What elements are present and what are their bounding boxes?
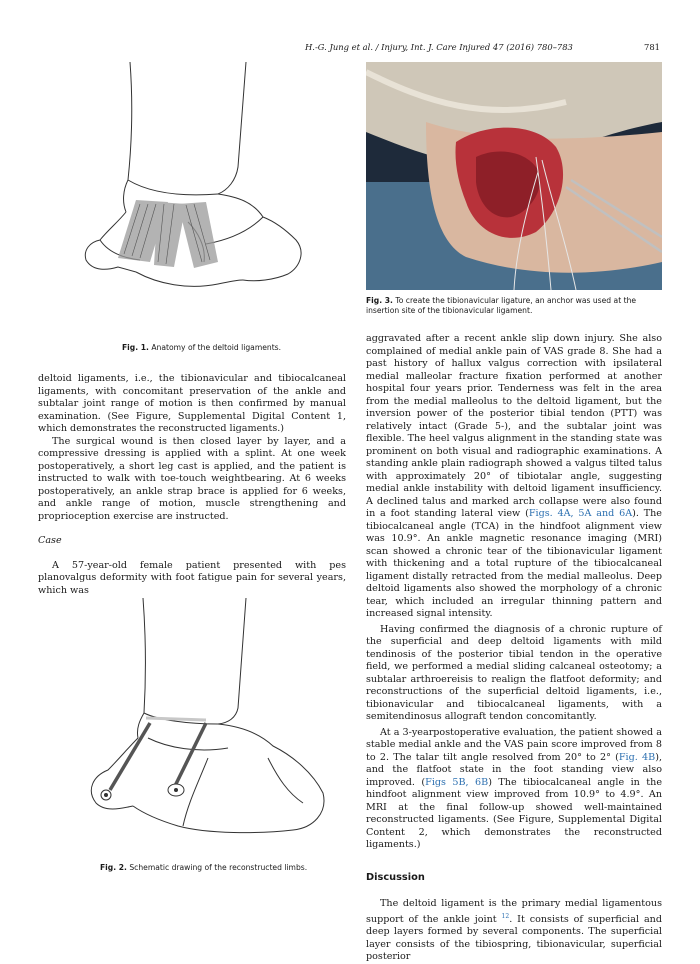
figure-3-photo [366, 62, 662, 290]
figure-link[interactable]: Figs 5B, 6B [425, 776, 489, 788]
reference-link[interactable]: 12 [501, 912, 510, 920]
right-column-text [366, 333, 662, 964]
left-column-text [38, 373, 346, 597]
paragraph: The surgical wound is then closed layer by layer, and a compressive dressing is applied with a splint. At one week postoperatively, a short leg cast is applied, and the patient is instructed to walk with toe-touch weightbearing. At 6 weeks postoperatively, an ankle strap brace is applied for 6 weeks, and ankle range of motion, muscle strengthening and proprioception exercise are instructed. [38, 435, 346, 522]
paragraph: Having confirmed the diagnosis of a chronic rupture of the superficial and deep deltoid ligaments with mild tendinosis of the posterior tibial tendon in the operative field, we performed a medial sliding calcaneal osteotomy; a subtalar arthroereisis to realign the flatfoot deformity; and reconstructions of the superficial deltoid ligaments, i.e., tibionavicular and tibiocalcaneal ligaments, with a semitendinosus allograft tendon concomitantly. [366, 623, 662, 722]
page-number: 781 [644, 42, 660, 52]
figure-1-caption: Fig. 1. Anatomy of the deltoid ligaments. [122, 343, 282, 352]
paragraph: At a 3-yearpostoperative evaluation, the patient showed a stable medial ankle and the VAS pain score improved from 8 to 2. The talar tilt angle resolved from 20° to 2° (Fig. 4B), and the flatfoot state in the foot standing view also improved. (Figs 5B, 6B) The tibiocalcaneal angle in the hindfoot alignment view improved from 10.9° to 4.9°. An MRI at the final follow-up showed well-maintained reconstructed ligaments. (See Figure, Supplemental Digital Content 2, which demonstrates the reconstructed ligaments.) [366, 726, 663, 850]
section-heading-case: Case [38, 535, 62, 546]
journal-citation: H.-G. Jung et al. / Injury, Int. J. Care Injured 47 (2016) 780–783 [305, 42, 573, 52]
figure-2-drawing [88, 598, 338, 853]
figure-link[interactable]: Fig. 4B [618, 751, 656, 763]
paragraph: A 57-year-old female patient presented with pes planovalgus deformity with foot fatigue pain for several years, which was [38, 559, 346, 596]
figure-3-caption: Fig. 3. To create the tibionavicular ligature, an anchor was used at the insertion site of the tibionavicular ligament. [366, 296, 637, 315]
running-header [0, 42, 700, 56]
figure-link[interactable]: Figs. 4A, 5A and 6A [528, 508, 633, 519]
paragraph: deltoid ligaments, i.e., the tibionavicular and tibiocalcaneal ligaments, with concomitant preservation of the ankle and subtalar joint range of motion is then confirmed by manual examination. (See Figure, Supplemental Digital Content 1, which demonstrates the reconstructed ligaments.) [38, 373, 346, 434]
figure-2-caption: Fig. 2. Schematic drawing of the reconstructed limbs. [100, 863, 308, 872]
paragraph: The deltoid ligament is the primary medial ligamentous support of the ankle joint $^{12}$. It consists of superficial and deep layers formed by several components. The superficial layer consists of the tibiospring, tibionavicular, superficial posterior [366, 898, 662, 963]
section-heading-discussion: Discussion [366, 871, 425, 883]
paragraph: aggravated after a recent ankle slip down injury. She also complained of medial ankle pain of VAS grade 8. She had a past history of hallux valgus correction with ipsilateral medial malleolar fracture fixation performed at another hospital four years prior. Tenderness was felt in the area from the medial malleolus to the deltoid ligament, but the inversion power of the posterior tibial tendon (PTT) was relatively intact (Grade 5-), and the subtalar joint was flexible. The heel valgus alignment in the standing state was prominent on both visual and radiographic examinations. A standing ankle plain radiograph showed a valgus tilted talus with approximately 20° of tibiotalar angle, suggesting medial ankle instability with deltoid ligament insufficiency. A declined talus and marked arch collapse were also found in a foot standing lateral view (Figs. 4A, 5A and 6A). The tibiocalcaneal angle (TCA) in the hindfoot alignment view was 10.9°. An ankle magnetic resonance imaging (MRI) scan showed a chronic tear of the tibionavicular ligament with thickening and a total rupture of the tibiocalcaneal ligament distally retracted from the medial malleolus. Deep deltoid ligaments also showed the morphology of a chronic tear, which included an irregular thinning pattern and increased signal intensity. [366, 333, 662, 619]
figure-1-drawing [78, 62, 328, 327]
